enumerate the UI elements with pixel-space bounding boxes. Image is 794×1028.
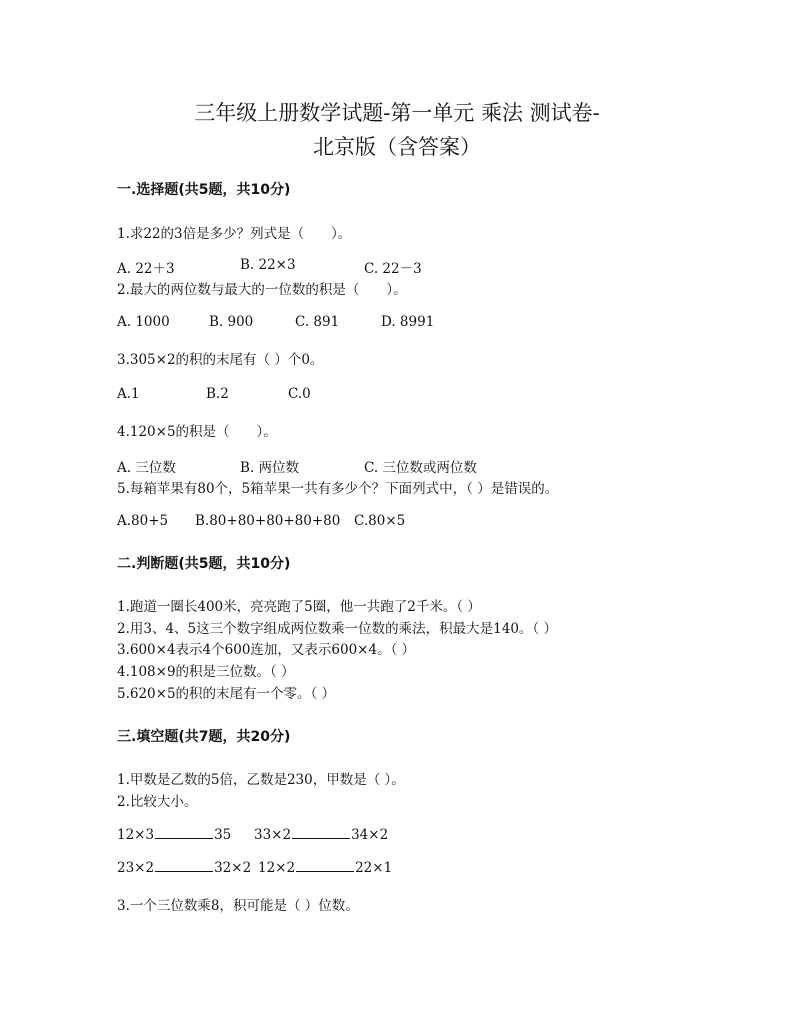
compare-right: 35 bbox=[214, 827, 232, 843]
section-heading-judge: 二.判断题(共5题，共10分) bbox=[117, 556, 291, 572]
question-choice-4: 4.120×5的积是（ ）。 bbox=[117, 424, 277, 440]
option-3a: A.1 bbox=[117, 386, 140, 402]
option-4a: A. 三位数 bbox=[117, 460, 176, 476]
compare-left: 12×3 bbox=[117, 827, 155, 843]
answer-blank[interactable] bbox=[155, 859, 213, 872]
option-1a: A. 22＋3 bbox=[117, 261, 175, 277]
option-2b: B. 900 bbox=[209, 314, 254, 330]
option-3c: C.0 bbox=[288, 386, 311, 402]
compare-item-3 bbox=[117, 859, 251, 876]
answer-blank[interactable] bbox=[292, 826, 350, 839]
question-fill-1: 1.甲数是乙数的5倍，乙数是230，甲数是（ ）。 bbox=[117, 772, 405, 788]
question-judge-1: 1.跑道一圈长400米，亮亮跑了5圈，他一共跑了2千米。（ ） bbox=[117, 599, 481, 615]
section-heading-fill: 三.填空题(共7题，共20分) bbox=[117, 729, 291, 745]
compare-left: 23×2 bbox=[117, 860, 155, 876]
exam-title-line1: 三年级上册数学试题-第一单元 乘法 测试卷- bbox=[194, 101, 600, 125]
section-heading-choice: 一.选择题(共5题，共10分) bbox=[117, 182, 291, 198]
question-choice-1: 1.求22的3倍是多少？列式是（ ）。 bbox=[117, 226, 352, 242]
compare-item-1 bbox=[117, 826, 231, 843]
option-5a: A.80+5 bbox=[117, 513, 169, 529]
compare-right: 22×1 bbox=[355, 860, 393, 876]
question-judge-5: 5.620×5的积的末尾有一个零。（ ） bbox=[117, 686, 336, 702]
question-judge-3: 3.600×4表示4个600连加，又表示600×4。（ ） bbox=[117, 642, 416, 658]
question-choice-5: 5.每箱苹果有80个，5箱苹果一共有多少个？下面列式中，（ ）是错误的。 bbox=[117, 481, 559, 497]
option-2a: A. 1000 bbox=[117, 314, 170, 330]
option-5b: B.80+80+80+80+80 bbox=[195, 513, 341, 529]
option-1b: B. 22×3 bbox=[240, 257, 296, 273]
compare-right: 32×2 bbox=[214, 860, 252, 876]
answer-blank[interactable] bbox=[155, 826, 213, 839]
compare-left: 12×2 bbox=[258, 860, 296, 876]
exam-title-line2: 北京版（含答案） bbox=[313, 135, 481, 159]
option-3b: B.2 bbox=[206, 386, 229, 402]
question-judge-4: 4.108×9的积是三位数。（ ） bbox=[117, 664, 295, 680]
option-4b: B. 两位数 bbox=[240, 460, 300, 476]
question-fill-2: 2.比较大小。 bbox=[117, 794, 198, 810]
option-2d: D. 8991 bbox=[381, 314, 435, 330]
option-1c: C. 22－3 bbox=[364, 261, 422, 277]
answer-blank[interactable] bbox=[296, 859, 354, 872]
option-4c: C. 三位数或两位数 bbox=[364, 460, 477, 476]
question-fill-3: 3.一个三位数乘8，积可能是（ ）位数。 bbox=[117, 898, 359, 914]
compare-right: 34×2 bbox=[351, 827, 389, 843]
option-5c: C.80×5 bbox=[354, 513, 406, 529]
option-2c: C. 891 bbox=[295, 314, 340, 330]
question-choice-2: 2.最大的两位数与最大的一位数的积是（ ）。 bbox=[117, 282, 407, 298]
compare-item-2 bbox=[254, 826, 388, 843]
compare-item-4 bbox=[258, 859, 392, 876]
compare-left: 33×2 bbox=[254, 827, 292, 843]
question-judge-2: 2.用3、4、5这三个数字组成两位数乘一位数的乘法，积最大是140。（ ） bbox=[117, 621, 557, 637]
question-choice-3: 3.305×2的积的末尾有（ ）个0。 bbox=[117, 352, 324, 368]
